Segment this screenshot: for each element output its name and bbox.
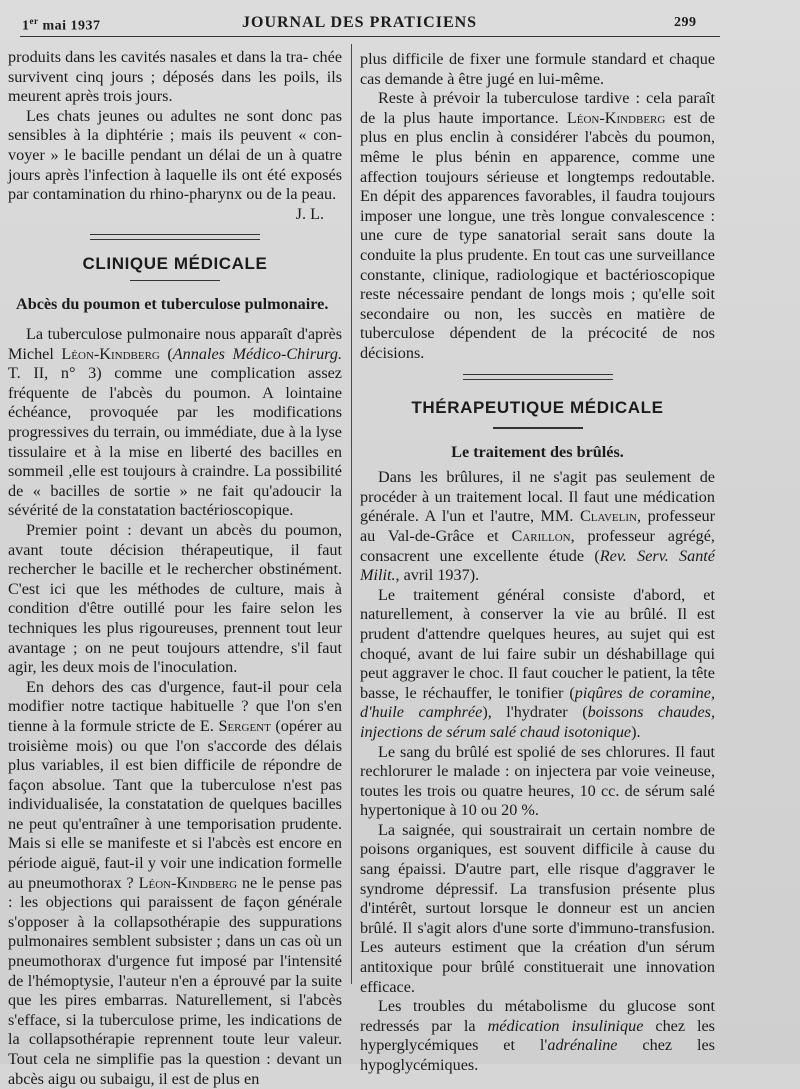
running-header [22,14,704,36]
abces-continuation: plus difficile de fixer une formule standard et chaque cas demande à être jugé en lui-même. [360,50,715,88]
abces-paragraph-2: Premier point : devant un abcès du poumon, avant toute décision thérapeutique, il faut rechercher le bacille et le rechercher obstinément. C'est ici que les méthodes de culture, mais à condition d'être outillé pour les faire selon les techniques les plus rigoureuses, prennent tout leur avantage ; on ne peut toujours attendre, s'il faut agir, les deux mois de l'inoculation. [8,520,342,677]
section-title-clinique: CLINIQUE MÉDICALE [82,254,268,274]
header-rule [20,36,720,37]
left-column [8,48,342,1089]
brules-paragraph-5: Les troubles du métabolisme du glucose sont redressés par la médication insulinique chez les hyperglycémiques et l'adrénaline chez les hypoglycémiques. [360,997,715,1074]
brules-paragraph-3: Le sang du brûlé est spolié de ses chlorures. Il faut rechlorurer le malade : on injectera par voie veineuse, toutes les trois ou quatre heures, 10 cc. de sérum salé hypertonique à 10 ou 20 %. [360,742,715,820]
issue-date: 1er mai 1937 [22,16,101,34]
cats-paragraph: Les chats jeunes ou adultes ne sont donc pas sensibles à la diphtérie ; mais ils peuvent « con- voyer » le bacille pendant un délai de un à quatre jours après l'infection à laquelle ils ont été exposés par contamination du rhino-pharynx ou de la peau. [8,106,343,204]
column-divider [351,44,352,984]
signature: J. L. [295,204,324,223]
brules-paragraph-1: Dans les brûlures, il ne s'agit pas seulement de procéder à un traitement local. Il faut une médication générale. A l'un et l'autre, MM. Clavelin, professeur au Val-de-Grâce et Carillon, professeur agrégé, consacrent une excellente étude (Rev. Serv. Santé Milit., avril 1937). [360,468,715,585]
brules-paragraph-2: Le traitement général consiste d'abord, et naturellement, à conserver la vie au brûlé. Il est prudent d'attendre quelques heures, au sujet qui est choqué, avant de lui faire subir un déshabillage qui peut aggraver le choc. Il faut coucher le patient, la tête basse, le réchauffer, le tonifier (piqûres de coramine, d'huile camphrée), l'hydrater (boissons chaudes, injections de sérum salé chaud isotonique). [360,585,716,741]
abces-paragraph-tardive: Reste à prévoir la tuberculose tardive : cela paraît de la plus haute importance. Léon-Kindberg est de plus en plus enclin à considérer l'abcès du poumon, même le plus bénin en apparence, comme une affection toujours sérieuse et longtemps redoutable. En dépit des apparences favorables, il faudra toujours imposer une longue, une très longue convalescence : une cure de type sanatorial serait sans doute la conduite la plus prudente. En tout cas une surveillance constante, clinique, radiologique et bactérioscopique reste nécessaire pendant de longs mois ; qu'elle soit secondaire ou non, les succès en matière de tuberculose dépendent de la précocité de nos décisions. [360,89,716,362]
section-title-therapeutique: THÉRAPEUTIQUE MÉDICALE [411,397,664,417]
page-number: 299 [674,15,697,30]
abces-paragraph-1: La tuberculose pulmonaire nous apparaît d'après Michel Léon-Kindberg (Annales Médico-Chirurg. T. II, n° 3) comme une complication assez fréquente de l'abcès du poumon. A lointaine échéance, provoquée par les modifications progressives du terrain, ou immédiate, due à la lyse tissulaire et à la mise en liberté des bacilles en sommeil ,elle est toujours à craindre. La possibilité de « bacilles de sortie » ne fait qu'adoucir la sévérité de la constatation bactérioscopique. [8,325,343,520]
intro-paragraph: produits dans les cavités nasales et dans la tra- chée survivent cinq jours ; déposés dans les poils, ils meurent après trois jours. [8,48,343,106]
article-title-brules: Le traitement des brûlés. [451,442,624,461]
right-column [360,50,715,1076]
abces-paragraph-3: En dehors des cas d'urgence, faut-il pour cela modifier notre tactique habituelle ? que l'on s'en tienne à la formule stricte de E. Sergent (opérer au troisième mois) ou que l'on s'accorde des délais plus variables, il est bien difficile de répondre de façon absolue. Tant que la tuberculose n'est pas individualisée, la constatation de quelques bacilles ne peut qu'entraîner à une temporisation prudente. Mais si elle se manifeste et si l'abcès est encore en période aiguë, faut-il y voir une indication formelle au pneumothorax ? Léon-Kindberg ne le pense pas : les objections qui paraissent de façon générale s'opposer à la collapsothérapie des suppurations pulmonaires semblent subsister ; dans un cas où un pneumothorax d'urgence fut imposé par l'intensité de l'hémoptysie, l'auteur n'en a éprouvé par la suite que les pires embarras. Naturellement, si l'abcès s'efface, si la tuberculose prime, les indications de la collapsothérapie reprennent toute leur valeur. Tout cela ne simplifie pas la question : devant un abcès aigu ou subaigu, il est de plus en [8,677,342,1088]
brules-paragraph-4: La saignée, qui soustrairait un certain nombre de poisons organiques, est souvent difficile à cause du sang épaissi. D'autre part, elle risque d'aggraver le syndrome dépressif. La transfusion présente plus d'intérêt, surtout lorsque le donneur est un ancien brûlé. Il s'agit alors d'une sorte d'immuno-transfusion. Les auteurs estiment que la création d'un sérum antitoxique pour brûlé constituerait une innovation efficace. [360,820,715,996]
article-title-abces: Abcès du poumon et tuberculose pulmonaire. [16,295,329,314]
journal-title: JOURNAL DES PRATICIENS [242,14,478,31]
